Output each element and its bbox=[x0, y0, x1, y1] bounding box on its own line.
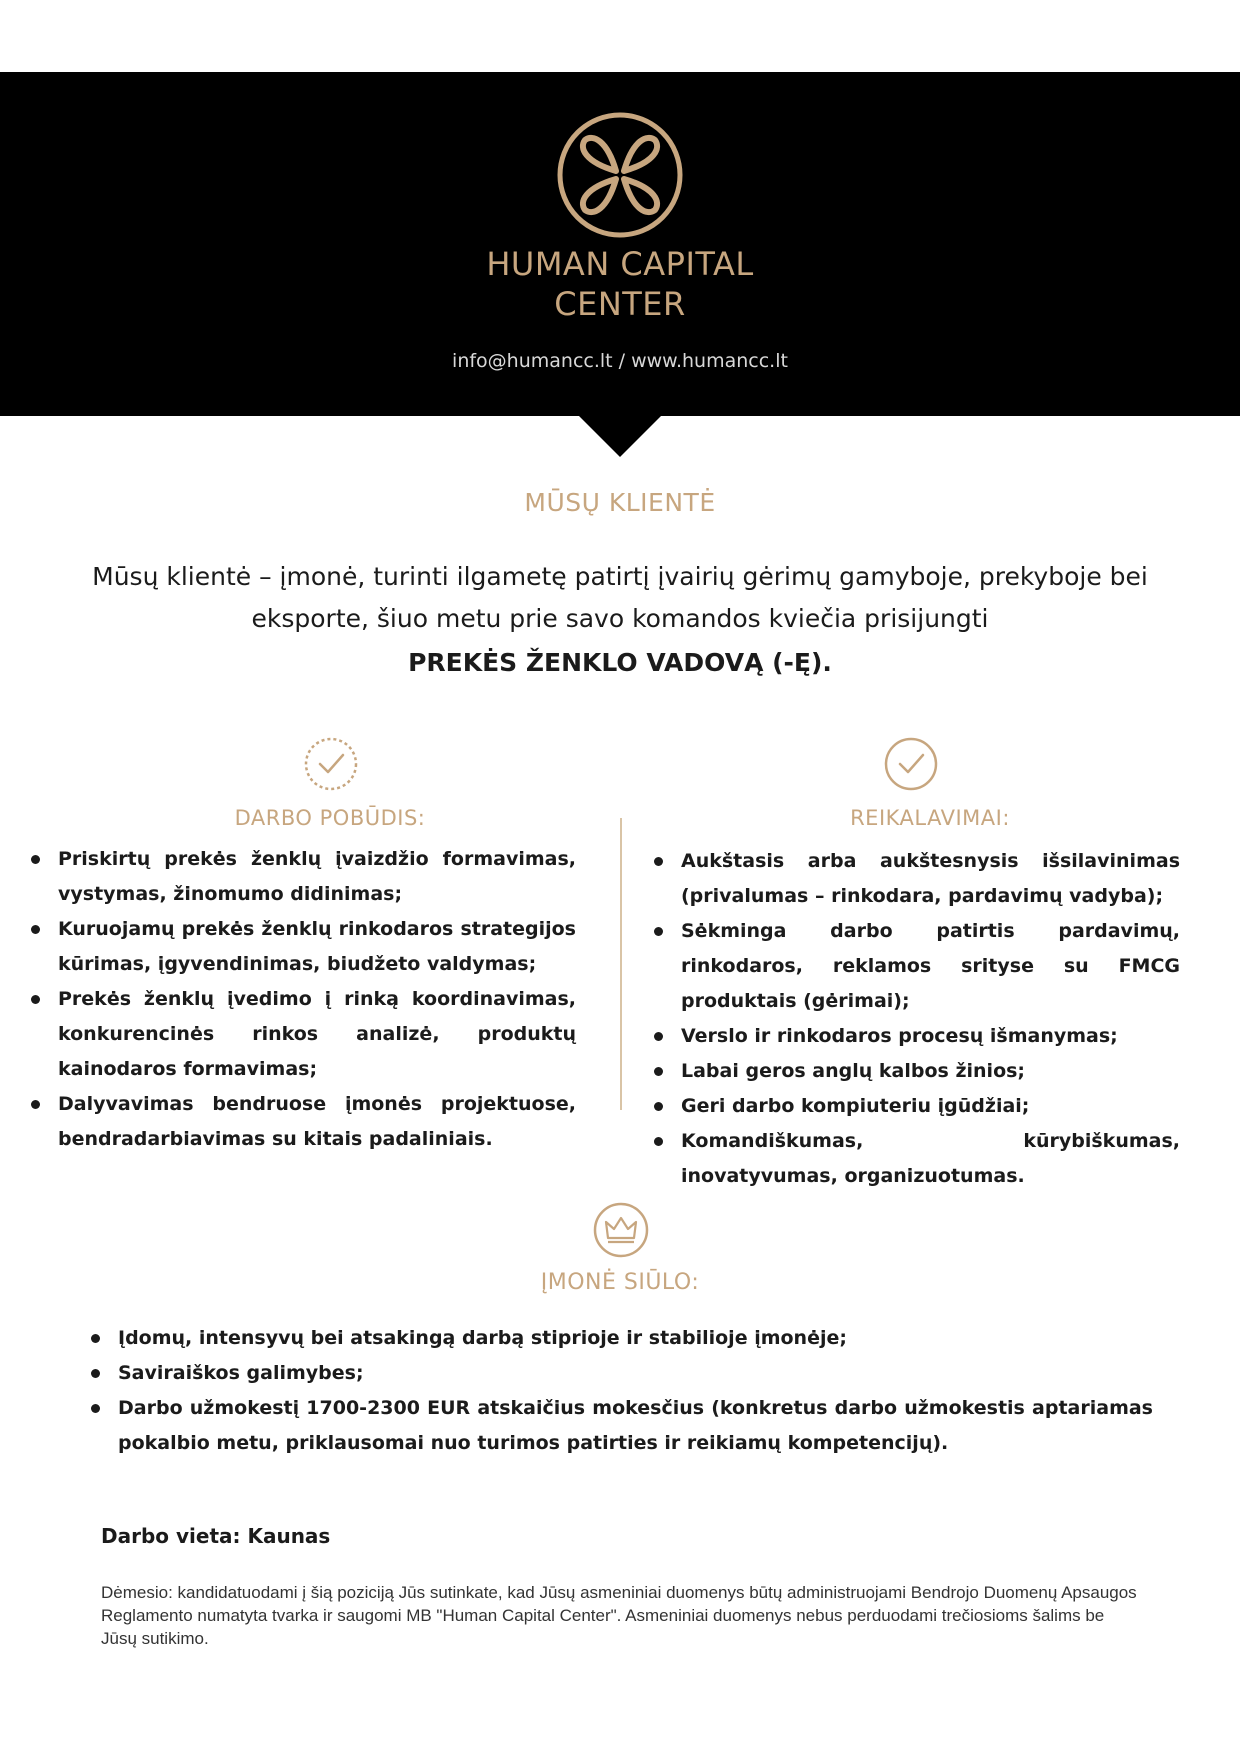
brand-line-1: HUMAN CAPITAL bbox=[486, 245, 754, 283]
contact-info[interactable]: info@humancc.lt / www.humancc.lt bbox=[452, 350, 788, 372]
offer-title: ĮMONĖ SIŪLO: bbox=[540, 1270, 700, 1295]
list-item: Sėkminga darbo patirtis pardavimų, rinkodaros, reklamos srityse su FMCG produktais (gėrimai); bbox=[651, 914, 1180, 1019]
duties-title: DARBO POBŪDIS: bbox=[234, 806, 426, 830]
client-section-title: MŪSŲ KLIENTĖ bbox=[524, 488, 716, 517]
list-item: Verslo ir rinkodaros procesų išmanymas; bbox=[651, 1019, 1180, 1054]
list-item: Komandiškumas, kūrybiškumas, inovatyvumas, organizuotumas. bbox=[651, 1124, 1180, 1194]
list-item: Kuruojamų prekės ženklų rinkodaros strategijos kūrimas, įgyvendinimas, biudžeto valdymas; bbox=[28, 912, 576, 982]
intro-line-2: eksporte, šiuo metu prie savo komandos kviečia prisijungti bbox=[251, 604, 989, 633]
privacy-disclaimer: Dėmesio: kandidatuodami į šią poziciją Jūs sutinkate, kad Jūsų asmeniniai duomenys būtų administruojami Bendrojo Duomenų Apsaugos Reglamento numatyta tvarka ir saugomi MB "Human Capital Center". Asmeniniai duomenys nebus perduodami trečiosioms šalims be Jūsų sutikimo. bbox=[101, 1583, 1137, 1648]
brand-line-2: CENTER bbox=[554, 285, 686, 323]
four-petal-flower-icon bbox=[555, 110, 685, 240]
column-divider bbox=[620, 818, 622, 1110]
list-item: Aukštasis arba aukštesnysis išsilavinimas (privalumas – rinkodara, pardavimų vadyba); bbox=[651, 844, 1180, 914]
list-item: Geri darbo kompiuteriu įgūdžiai; bbox=[651, 1089, 1180, 1124]
header-pointer bbox=[578, 415, 662, 457]
work-location: Darbo vieta: Kaunas bbox=[101, 1524, 331, 1548]
requirements-title: REIKALAVIMAI: bbox=[850, 806, 1010, 830]
brand-name bbox=[0, 244, 1240, 324]
list-item: Prekės ženklų įvedimo į rinką koordinavimas, konkurencinės rinkos analizė, produktų kainodaros formavimas; bbox=[28, 982, 576, 1087]
requirements-list bbox=[651, 844, 1180, 1194]
intro-line-1: Mūsų klientė – įmonė, turinti ilgametę patirtį įvairių gėrimų gamyboje, prekyboje bei bbox=[92, 562, 1148, 591]
list-item: Įdomų, intensyvų bei atsakingą darbą stiprioje ir stabilioje įmonėje; bbox=[88, 1321, 1153, 1356]
client-intro bbox=[80, 556, 1160, 684]
position-title: PREKĖS ŽENKLO VADOVĄ (-Ę). bbox=[408, 648, 832, 677]
offer-list bbox=[88, 1321, 1153, 1461]
check-circle-icon bbox=[303, 736, 359, 792]
list-item: Dalyvavimas bendruose įmonės projektuose, bendradarbiavimas su kitais padaliniais. bbox=[28, 1087, 576, 1157]
check-circle-icon bbox=[883, 736, 939, 792]
list-item: Labai geros anglų kalbos žinios; bbox=[651, 1054, 1180, 1089]
list-item: Priskirtų prekės ženklų įvaizdžio formavimas, vystymas, žinomumo didinimas; bbox=[28, 842, 576, 912]
list-item: Saviraiškos galimybes; bbox=[88, 1356, 1153, 1391]
list-item: Darbo užmokestį 1700-2300 EUR atskaičius mokesčius (konkretus darbo užmokestis aptariamas pokalbio metu, priklausomai nuo turimos patirties ir reikiamų kompetencijų). bbox=[88, 1391, 1153, 1461]
duties-list bbox=[28, 842, 576, 1157]
crown-circle-icon bbox=[592, 1201, 650, 1259]
